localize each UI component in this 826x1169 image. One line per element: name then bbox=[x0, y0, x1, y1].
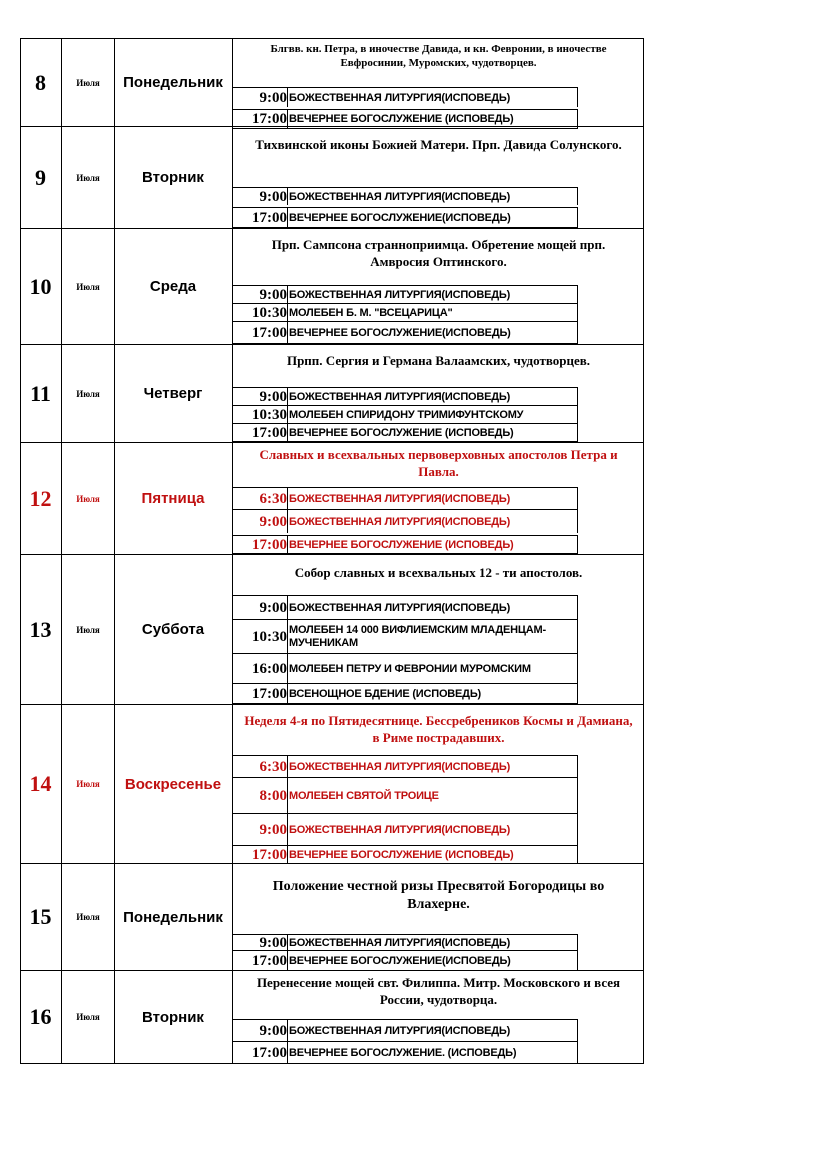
service-name: МОЛЕБЕН ПЕТРУ И ФЕВРОНИИ МУРОМСКИМ bbox=[289, 662, 531, 675]
weekday-label: Суббота bbox=[141, 621, 205, 638]
service-name: БОЖЕСТВЕННАЯ ЛИТУРГИЯ(ИСПОВЕДЬ) bbox=[289, 515, 511, 528]
service-name: БОЖЕСТВЕННАЯ ЛИТУРГИЯ(ИСПОВЕДЬ) bbox=[289, 936, 511, 949]
service-row-line bbox=[233, 343, 578, 344]
service-row-divider bbox=[287, 423, 288, 441]
service-row-line bbox=[233, 595, 578, 596]
service-row-end bbox=[577, 321, 578, 343]
service-time: 17:00 bbox=[252, 209, 287, 226]
service-row-line bbox=[233, 683, 578, 684]
service-row-divider bbox=[287, 285, 288, 303]
day-number: 11 bbox=[30, 380, 51, 406]
service-name: БОЖЕСТВЕННАЯ ЛИТУРГИЯ(ИСПОВЕДЬ) bbox=[289, 91, 511, 104]
service-row-divider bbox=[287, 653, 288, 683]
service-row-end bbox=[577, 813, 578, 845]
service-row-line bbox=[233, 321, 578, 322]
service-name: БОЖЕСТВЕННАЯ ЛИТУРГИЯ(ИСПОВЕДЬ) bbox=[289, 823, 511, 836]
service-row-line bbox=[233, 777, 578, 778]
service-name: МОЛЕБЕН 14 000 ВИФЛИЕМСКИМ МЛАДЕНЦАМ-МУЧЕНИКАМ bbox=[289, 624, 546, 649]
service-name: ВЕЧЕРНЕЕ БОГОСЛУЖЕНИЕ (ИСПОВЕДЬ) bbox=[289, 848, 514, 861]
month-label: Июля bbox=[76, 1012, 100, 1022]
feast-title: Славных и всехвальных первоверховных апостолов Петра и Павла. bbox=[259, 447, 618, 479]
service-row-end bbox=[577, 303, 578, 321]
service-row-line bbox=[233, 755, 578, 756]
weekday-label: Понедельник bbox=[123, 908, 223, 926]
service-name: МОЛЕБЕН Б. М. "ВСЕЦАРИЦА" bbox=[289, 306, 453, 319]
service-time: 17:00 bbox=[252, 1044, 287, 1061]
service-time: 17:00 bbox=[252, 324, 287, 341]
service-row-end bbox=[577, 535, 578, 553]
service-row-end bbox=[577, 509, 578, 533]
service-row-end bbox=[577, 387, 578, 405]
service-time: 17:00 bbox=[252, 685, 287, 702]
service-row-divider bbox=[287, 755, 288, 777]
service-row-line bbox=[233, 509, 578, 510]
service-row-divider bbox=[287, 595, 288, 619]
service-row-divider bbox=[287, 619, 288, 653]
service-time: 10:30 bbox=[252, 406, 287, 423]
service-row-divider bbox=[287, 1019, 288, 1041]
service-row-end bbox=[577, 423, 578, 441]
service-row-end bbox=[577, 619, 578, 653]
service-name: ВЕЧЕРНЕЕ БОГОСЛУЖЕНИЕ(ИСПОВЕДЬ) bbox=[289, 326, 511, 339]
day-block bbox=[20, 127, 644, 229]
day-block bbox=[20, 345, 644, 443]
service-row-line bbox=[233, 423, 578, 424]
service-time: 9:00 bbox=[259, 89, 287, 106]
day-number: 10 bbox=[29, 273, 52, 299]
day-number: 8 bbox=[35, 69, 46, 95]
feast-title: Собор славных и всехвальных 12 - ти апостолов. bbox=[294, 565, 583, 580]
service-row-divider bbox=[287, 487, 288, 509]
service-name: ВЕЧЕРНЕЕ БОГОСЛУЖЕНИЕ (ИСПОВЕДЬ) bbox=[289, 538, 514, 551]
service-name: ВЕЧЕРНЕЕ БОГОСЛУЖЕНИЕ(ИСПОВЕДЬ) bbox=[289, 211, 511, 224]
service-row-end bbox=[577, 487, 578, 509]
service-name: БОЖЕСТВЕННАЯ ЛИТУРГИЯ(ИСПОВЕДЬ) bbox=[289, 601, 511, 614]
service-name: ВЕЧЕРНЕЕ БОГОСЛУЖЕНИЕ. (ИСПОВЕДЬ) bbox=[289, 1046, 517, 1059]
service-row-end bbox=[577, 285, 578, 303]
service-row-line bbox=[233, 87, 578, 88]
month-label: Июля bbox=[76, 912, 100, 922]
service-name: БОЖЕСТВЕННАЯ ЛИТУРГИЯ(ИСПОВЕДЬ) bbox=[289, 492, 511, 505]
service-row-divider bbox=[287, 207, 288, 227]
service-time: 6:30 bbox=[259, 490, 287, 507]
service-row-end bbox=[577, 934, 578, 950]
service-name: МОЛЕБЕН СПИРИДОНУ ТРИМИФУНТСКОМУ bbox=[289, 408, 524, 421]
service-time: 9:00 bbox=[259, 599, 287, 616]
month-label: Июля bbox=[76, 388, 100, 399]
service-row-line bbox=[233, 535, 578, 536]
month-label: Июля bbox=[76, 77, 100, 88]
weekday-label: Понедельник bbox=[123, 74, 223, 91]
service-row-line bbox=[233, 813, 578, 814]
service-row-line bbox=[233, 1041, 578, 1042]
day-block bbox=[20, 38, 644, 127]
service-row-end bbox=[577, 109, 578, 128]
service-row-line bbox=[233, 405, 578, 406]
service-row-line bbox=[233, 387, 578, 388]
day-block bbox=[20, 971, 644, 1064]
service-row-end bbox=[577, 777, 578, 813]
day-block bbox=[20, 705, 644, 864]
service-row-divider bbox=[287, 321, 288, 343]
service-row-end bbox=[577, 87, 578, 107]
service-time: 9:00 bbox=[259, 286, 287, 303]
service-row-divider bbox=[287, 934, 288, 950]
service-row-divider bbox=[287, 777, 288, 813]
service-time: 17:00 bbox=[252, 424, 287, 441]
month-label: Июля bbox=[76, 172, 100, 183]
day-number: 14 bbox=[29, 771, 52, 796]
service-row-line bbox=[233, 1019, 578, 1020]
service-row-end bbox=[577, 950, 578, 970]
service-row-end bbox=[577, 1041, 578, 1063]
service-row-end bbox=[577, 1019, 578, 1041]
service-name: БОЖЕСТВЕННАЯ ЛИТУРГИЯ(ИСПОВЕДЬ) bbox=[289, 390, 511, 403]
service-time: 17:00 bbox=[252, 111, 287, 127]
service-row-line bbox=[233, 227, 578, 228]
service-row-divider bbox=[287, 683, 288, 703]
weekday-label: Четверг bbox=[143, 385, 203, 402]
service-row-line bbox=[233, 703, 578, 704]
service-row-line bbox=[233, 487, 578, 488]
service-time: 9:00 bbox=[259, 934, 287, 951]
service-time: 17:00 bbox=[252, 952, 287, 969]
weekday-label: Пятница bbox=[141, 490, 205, 507]
feast-title: Прпп. Сергия и Германа Валаамских, чудотворцев. bbox=[286, 353, 591, 368]
service-name: БОЖЕСТВЕННАЯ ЛИТУРГИЯ(ИСПОВЕДЬ) bbox=[289, 190, 511, 203]
weekday-label: Среда bbox=[149, 278, 197, 295]
service-row-divider bbox=[287, 845, 288, 863]
service-row-line bbox=[233, 441, 578, 442]
service-name: БОЖЕСТВЕННАЯ ЛИТУРГИЯ(ИСПОВЕДЬ) bbox=[289, 760, 511, 773]
service-row-divider bbox=[287, 509, 288, 533]
month-label: Июля bbox=[76, 281, 100, 292]
service-row-line bbox=[233, 845, 578, 846]
service-time: 9:00 bbox=[259, 1022, 287, 1039]
day-number: 12 bbox=[29, 485, 52, 511]
service-time: 6:30 bbox=[259, 758, 287, 775]
service-row-divider bbox=[287, 813, 288, 845]
service-row-divider bbox=[287, 950, 288, 970]
service-row-end bbox=[577, 207, 578, 227]
service-row-line bbox=[233, 109, 578, 110]
day-number: 9 bbox=[35, 164, 46, 190]
service-row-line bbox=[233, 1063, 578, 1064]
month-label: Июля bbox=[76, 779, 100, 789]
service-row-line bbox=[233, 619, 578, 620]
service-row-end bbox=[577, 405, 578, 423]
service-name: ВЕЧЕРНЕЕ БОГОСЛУЖЕНИЕ (ИСПОВЕДЬ) bbox=[289, 426, 514, 439]
day-number: 15 bbox=[29, 904, 52, 929]
feast-title: Неделя 4-я по Пятидесятнице. Бессребреников Космы и Дамиана, в Риме пострадавших. bbox=[244, 713, 633, 745]
service-time: 9:00 bbox=[259, 821, 287, 838]
service-time: 10:30 bbox=[252, 304, 287, 321]
service-row-line bbox=[233, 187, 578, 188]
day-block bbox=[20, 443, 644, 555]
weekday-label: Воскресенье bbox=[124, 775, 222, 793]
service-row-divider bbox=[287, 303, 288, 321]
service-row-end bbox=[577, 595, 578, 619]
feast-title: Положение честной ризы Пресвятой Богородицы во Влахерне. bbox=[272, 879, 605, 913]
service-row-end bbox=[577, 683, 578, 703]
service-time: 9:00 bbox=[259, 388, 287, 405]
feast-title: Перенесение мощей свт. Филиппа. Митр. Московского и всея России, чудотворца. bbox=[256, 975, 621, 1007]
service-time: 17:00 bbox=[252, 846, 287, 863]
service-row-end bbox=[577, 845, 578, 863]
day-block bbox=[20, 864, 644, 971]
service-time: 8:00 bbox=[259, 787, 287, 804]
service-row-end bbox=[577, 755, 578, 777]
service-row-line bbox=[233, 303, 578, 304]
schedule-table bbox=[20, 38, 644, 1064]
service-row-divider bbox=[287, 87, 288, 107]
service-name: МОЛЕБЕН СВЯТОЙ ТРОИЦЕ bbox=[289, 789, 439, 802]
feast-title: Тихвинской иконы Божией Матери. Прп. Давида Солунского. bbox=[255, 137, 622, 152]
service-row-line bbox=[233, 553, 578, 554]
month-label: Июля bbox=[76, 493, 100, 504]
service-name: ВЕЧЕРНЕЕ БОГОСЛУЖЕНИЕ(ИСПОВЕДЬ) bbox=[289, 954, 511, 967]
service-time: 9:00 bbox=[259, 188, 287, 205]
feast-title: Блгвв. кн. Петра, в иночестве Давида, и кн. Февронии, в иночестве Евфросинии, Муромских, чудотворцев. bbox=[270, 43, 607, 70]
day-number: 13 bbox=[29, 616, 52, 642]
service-row-line bbox=[233, 950, 578, 951]
service-row-divider bbox=[287, 1041, 288, 1063]
service-row-line bbox=[233, 207, 578, 208]
service-name: БОЖЕСТВЕННАЯ ЛИТУРГИЯ(ИСПОВЕДЬ) bbox=[289, 288, 511, 301]
day-number: 16 bbox=[29, 1004, 52, 1029]
service-time: 10:30 bbox=[252, 628, 287, 645]
service-row-divider bbox=[287, 109, 288, 128]
day-block bbox=[20, 555, 644, 705]
service-time: 16:00 bbox=[252, 660, 287, 677]
service-name: БОЖЕСТВЕННАЯ ЛИТУРГИЯ(ИСПОВЕДЬ) bbox=[289, 1024, 511, 1037]
service-name: ВЕЧЕРНЕЕ БОГОСЛУЖЕНИЕ (ИСПОВЕДЬ) bbox=[289, 113, 514, 125]
service-row-line bbox=[233, 653, 578, 654]
feast-title: Прп. Сампсона странноприимца. Обретение мощей прп. Амвросия Оптинского. bbox=[271, 237, 606, 269]
service-row-line bbox=[233, 285, 578, 286]
service-row-divider bbox=[287, 405, 288, 423]
weekday-label: Вторник bbox=[142, 169, 204, 186]
service-row-end bbox=[577, 187, 578, 205]
service-name: ВСЕНОЩНОЕ БДЕНИЕ (ИСПОВЕДЬ) bbox=[289, 687, 481, 700]
service-time: 17:00 bbox=[252, 536, 287, 553]
weekday-label: Вторник bbox=[142, 1008, 204, 1026]
month-label: Июля bbox=[76, 624, 100, 635]
day-block bbox=[20, 229, 644, 345]
service-row-divider bbox=[287, 387, 288, 405]
service-row-divider bbox=[287, 535, 288, 553]
service-time: 9:00 bbox=[259, 513, 287, 530]
service-row-divider bbox=[287, 187, 288, 205]
service-row-end bbox=[577, 653, 578, 683]
